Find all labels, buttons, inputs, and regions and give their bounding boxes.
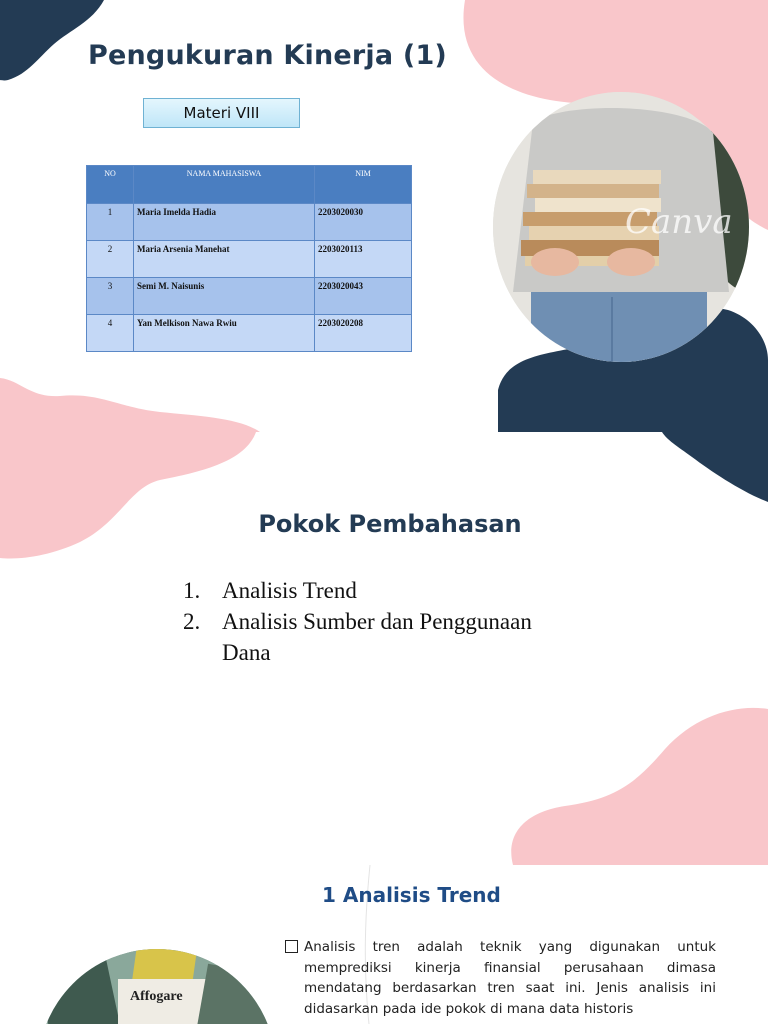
cell-nim: 2203020113 — [315, 241, 412, 278]
column-header-no: NO — [87, 166, 134, 204]
slide-title: 1 Analisis Trend — [322, 883, 501, 907]
navy-top-right-blob — [662, 432, 768, 502]
cell-name: Yan Melkison Nawa Rwiu — [134, 315, 315, 352]
list-item-text: Analisis Sumber dan Penggunaan Dana — [222, 609, 532, 665]
slide-1 — [0, 0, 768, 432]
cell-no: 2 — [87, 241, 134, 278]
cell-no: 4 — [87, 315, 134, 352]
table-row — [87, 315, 412, 352]
list-item — [183, 575, 583, 606]
student-table — [86, 165, 412, 352]
table-row — [87, 278, 412, 315]
table-row — [87, 204, 412, 241]
pink-bottom-right-blob — [505, 704, 768, 865]
slide-title: Pokok Pembahasan — [258, 510, 522, 538]
table-row — [87, 241, 412, 278]
body-paragraph: Analisis tren adalah teknik yang digunakan untuk memprediksi kinerja finansial perusahaan dimasa mendatang berdasarkan tren saat ini. Jenis analisis ini didasarkan pada ide pokok di mana data historis — [304, 939, 716, 1017]
column-header-nim: NIM — [315, 166, 412, 204]
cell-name: Semi M. Naisunis — [134, 278, 315, 315]
list-item-number: 2. — [183, 609, 201, 634]
pink-left-blob — [0, 432, 260, 560]
cell-name: Maria Imelda Hadia — [134, 204, 315, 241]
column-header-name: NAMA MAHASISWA — [134, 166, 315, 204]
pink-left-blob — [0, 378, 260, 432]
list-item — [183, 606, 583, 668]
magazine-label: Affogare — [130, 989, 183, 1004]
slide-title: Pengukuran Kinerja (1) — [88, 40, 447, 71]
cell-no: 1 — [87, 204, 134, 241]
list-item-text: Analisis Trend — [222, 578, 357, 603]
checkbox-bullet-icon — [285, 940, 298, 953]
subtitle-label: Materi VIII — [143, 98, 300, 128]
table-header-row — [87, 166, 412, 204]
canva-watermark: Canva — [625, 202, 733, 242]
cell-nim: 2203020208 — [315, 315, 412, 352]
cell-nim: 2203020043 — [315, 278, 412, 315]
cell-name: Maria Arsenia Manehat — [134, 241, 315, 278]
slide-3 — [0, 865, 768, 1024]
list-item-number: 1. — [183, 578, 201, 603]
books-photo — [493, 92, 749, 362]
cell-no: 3 — [87, 278, 134, 315]
topic-list — [183, 575, 583, 668]
slide-2 — [0, 432, 768, 865]
cell-nim: 2203020030 — [315, 204, 412, 241]
magazines-photo — [38, 949, 276, 1024]
